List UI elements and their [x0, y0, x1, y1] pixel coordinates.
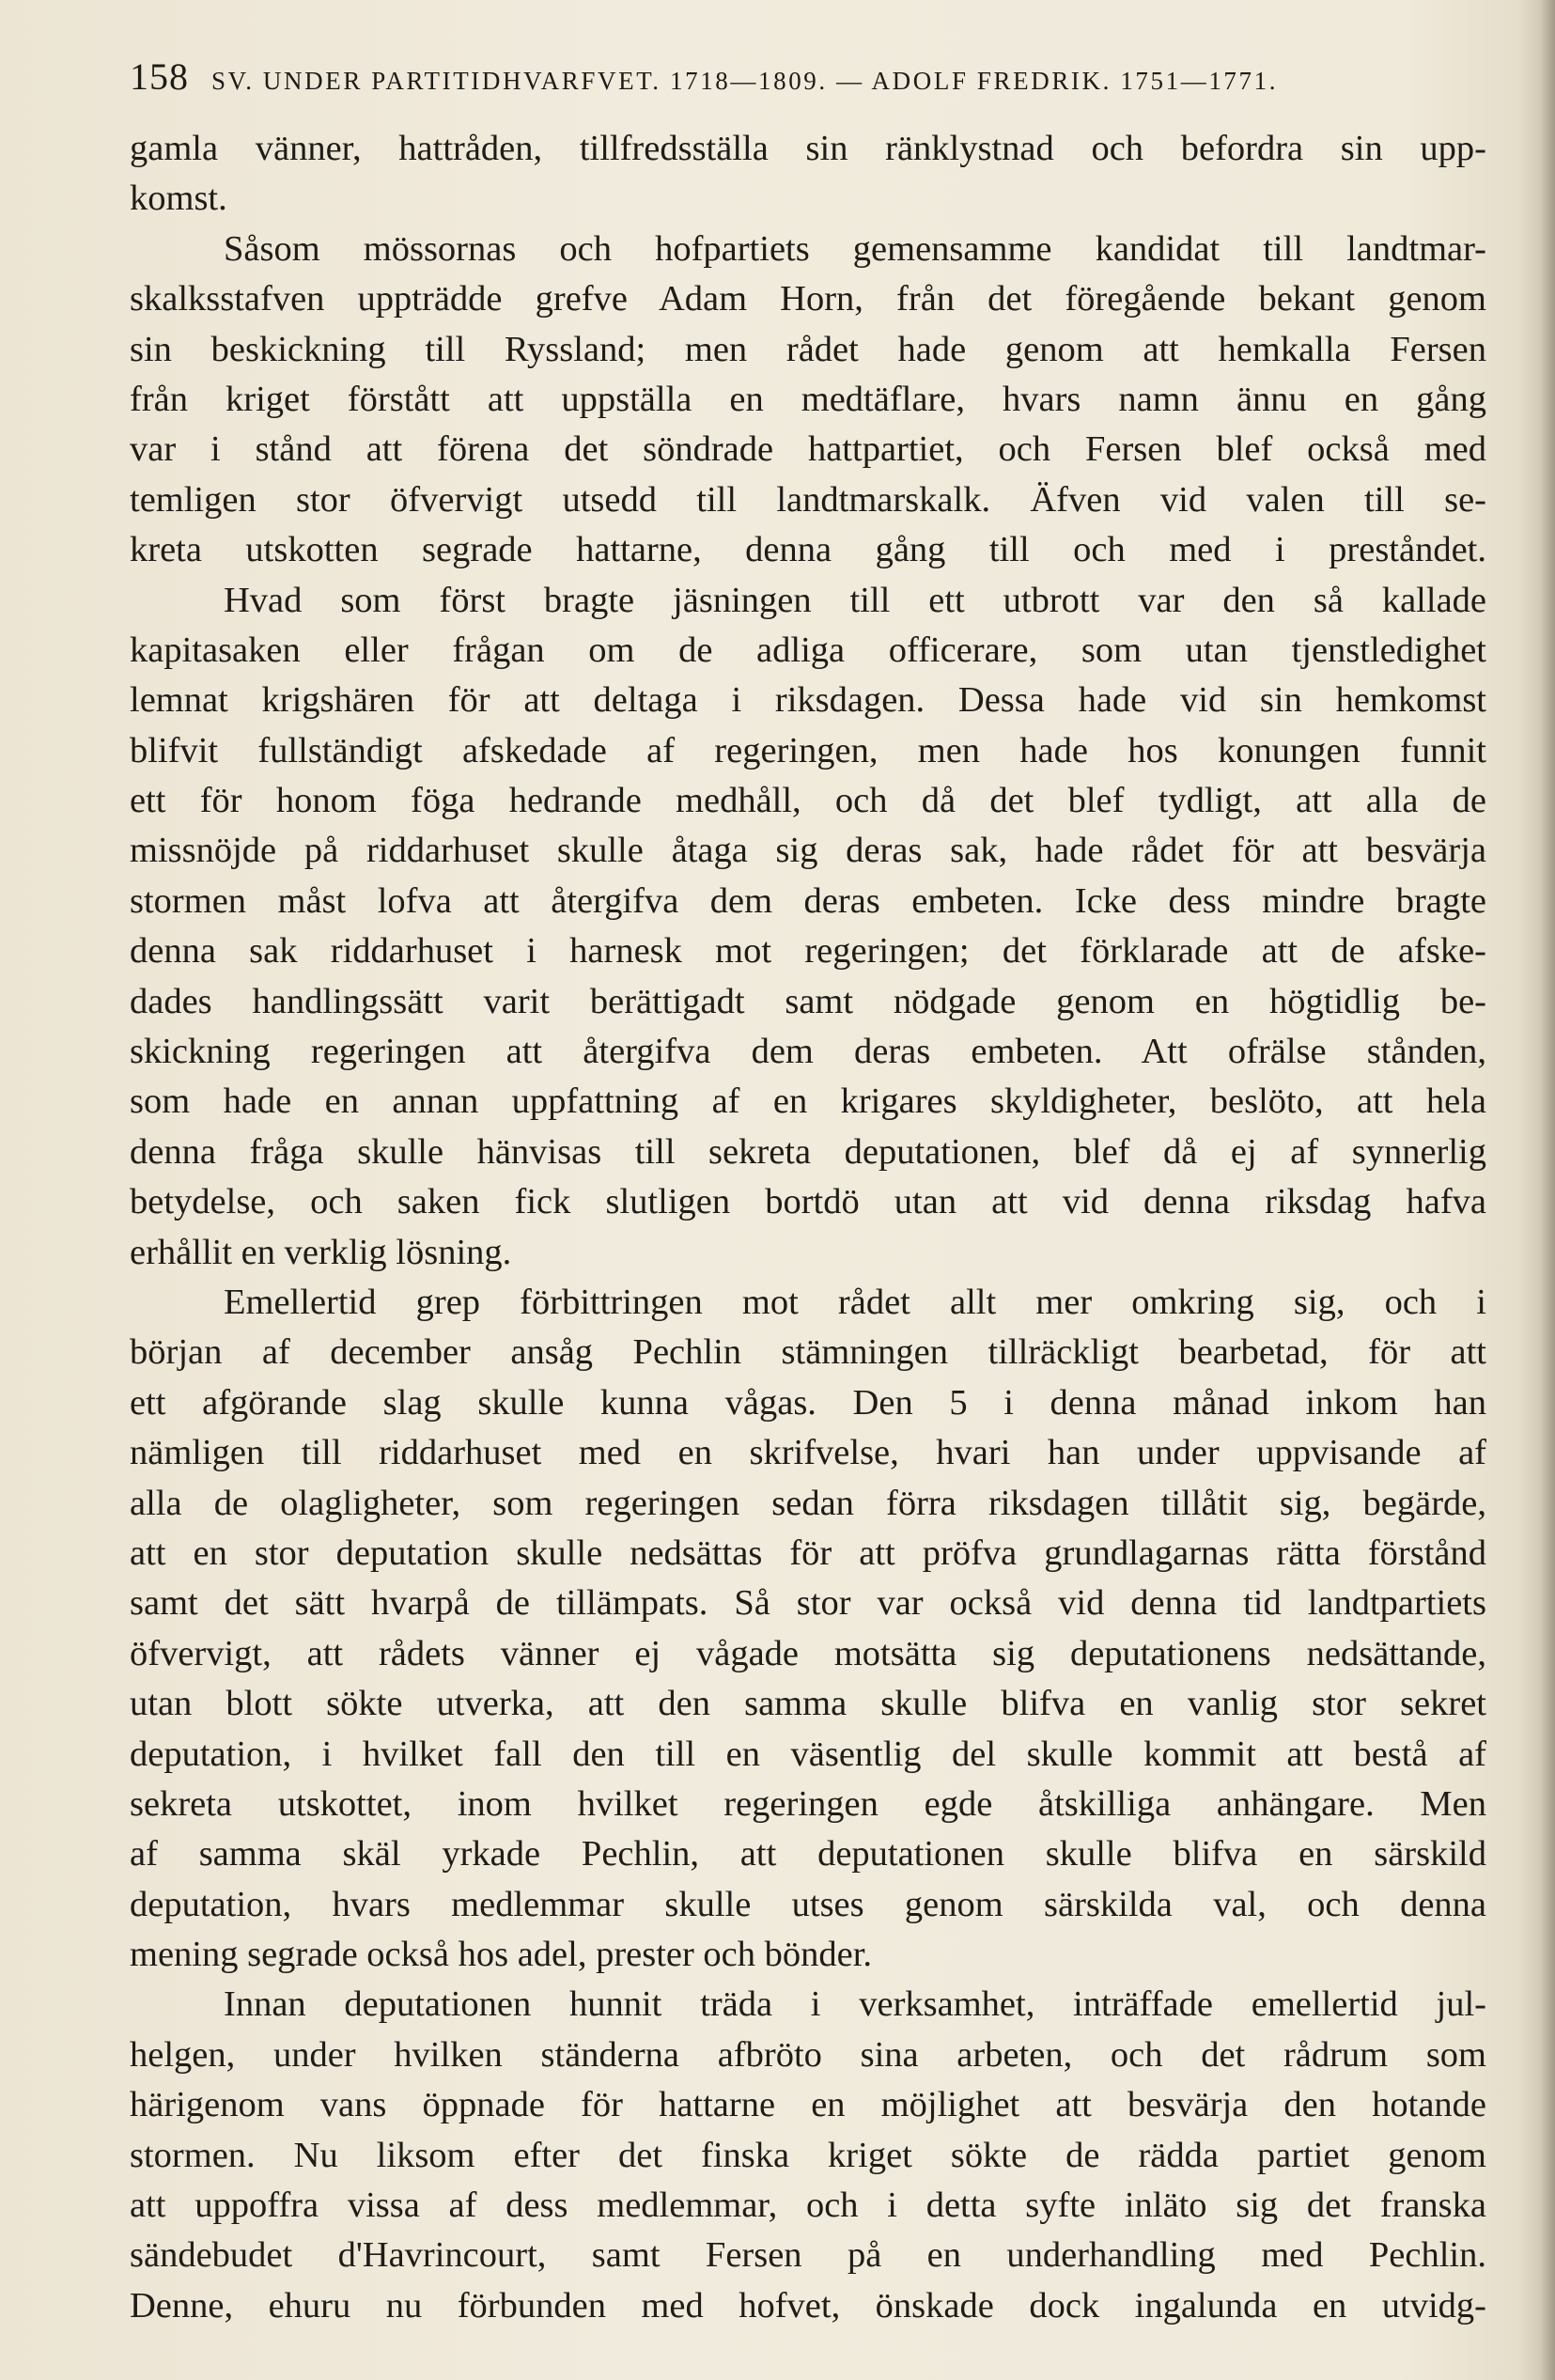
text-line: var i stånd att förena det söndrade hattpartiet, och Fersen blef också med: [130, 429, 1486, 470]
page-edge-shadow: [1517, 0, 1555, 2380]
text-line: stormen måst lofva att återgifva dem deras embeten. Icke dess mindre bragte: [130, 880, 1486, 921]
text-line: samt det sätt hvarpå de tillämpats. Så stor var också vid denna tid landtpartiets: [130, 1583, 1486, 1624]
text-line: öfvervigt, att rådets vänner ej vågade motsätta sig deputationens nedsättande,: [130, 1633, 1486, 1673]
text-line: sin beskickning till Ryssland; men rådet hade genom att hemkalla Fersen: [130, 329, 1486, 369]
text-line: ett för honom föga hedrande medhåll, och då det blef tydligt, att alla de: [130, 781, 1486, 821]
text-line: dades handlingssätt varit berättigadt samt nödgade genom en högtidlig be-: [130, 981, 1486, 1021]
text-line: kreta utskotten segrade hattarne, denna gång till och med i preståndet.: [130, 530, 1486, 570]
page-number: 158: [130, 55, 189, 98]
text-line: betydelse, och saken fick slutligen bortdö utan att vid denna riksdag hafva: [130, 1182, 1486, 1222]
text-line: blifvit fullständigt afskedade af regeringen, men hade hos konungen funnit: [130, 730, 1486, 770]
text-line: nämligen till riddarhuset med en skrifvelse, hvari han under uppvisande af: [130, 1433, 1486, 1473]
text-line: att uppoffra vissa af dess medlemmar, och i detta syfte inläto sig det franska: [130, 2186, 1486, 2226]
text-line: denna sak riddarhuset i harnesk mot regeringen; det förklarade att de afske-: [130, 931, 1486, 972]
text-line: skickning regeringen att återgifva dem deras embeten. Att ofrälse stånden,: [130, 1032, 1486, 1072]
text-line: stormen. Nu liksom efter det finska kriget sökte de rädda partiet genom: [130, 2135, 1486, 2175]
text-line: Hvad som först bragte jäsningen till ett utbrott var den så kallade: [224, 580, 1486, 620]
text-line: att en stor deputation skulle nedsättas för att pröfva grundlagarnas rätta förstånd: [130, 1532, 1486, 1573]
text-line: alla de olagligheter, som regeringen sedan förra riksdagen tillåtit sig, begärde,: [130, 1483, 1486, 1523]
text-line: lemnat krigshären för att deltaga i riksdagen. Dessa hade vid sin hemkomst: [130, 680, 1486, 721]
text-line: deputation, i hvilket fall den till en väsentlig del skulle kommit att bestå af: [130, 1734, 1486, 1774]
text-line: gamla vänner, hattråden, tillfredsställa sin ränklystnad och befordra sin upp-: [130, 129, 1486, 168]
text-line: missnöjde på riddarhuset skulle åtaga sig deras sak, hade rådet för att besvärja: [130, 831, 1486, 871]
text-line: kapitasaken eller frågan om de adliga officerare, som utan tjenstledighet: [130, 630, 1486, 670]
page-header: [130, 54, 1492, 101]
text-line: sändebudet d'Havrincourt, samt Fersen på en underhandling med Pechlin.: [130, 2235, 1486, 2276]
text-line: Denne, ehuru nu förbunden med hofvet, önskade dock ingalunda en utvidg-: [130, 2285, 1486, 2326]
text-line: från kriget förstått att uppställa en medtäflare, hvars namn ännu en gång: [130, 379, 1486, 419]
text-line: erhållit en verklig lösning.: [130, 1232, 512, 1272]
text-line: sekreta utskottet, inom hvilket regeringen egde åtskilliga anhängare. Men: [130, 1783, 1486, 1824]
text-line: Emellertid grep förbittringen mot rådet allt mer omkring sig, och i: [224, 1282, 1486, 1322]
text-line: temligen stor öfvervigt utsedd till landtmarskalk. Äfven vid valen till se-: [130, 479, 1486, 520]
text-line: deputation, hvars medlemmar skulle utses genom särskilda val, och denna: [130, 1884, 1486, 1924]
text-line: af samma skäl yrkade Pechlin, att deputationen skulle blifva en särskild: [130, 1834, 1486, 1874]
text-line: helgen, under hvilken ständerna afbröto sina arbeten, och det rådrum som: [130, 2034, 1486, 2075]
running-title: SV. UNDER PARTITIDHVARFVET. 1718—1809. — ADOLF FREDRIK. 1751—1771.: [211, 67, 1279, 95]
text-line: komst.: [130, 179, 227, 219]
text-line: som hade en annan uppfattning af en krigares skyldigheter, beslöto, att hela: [130, 1081, 1486, 1122]
text-line: skalksstafven uppträdde grefve Adam Horn, från det föregående bekant genom: [130, 279, 1486, 319]
text-line: utan blott sökte utverka, att den samma skulle blifva en vanlig stor sekret: [130, 1684, 1486, 1724]
text-line: början af december ansåg Pechlin stämningen tillräckligt bearbetad, för att: [130, 1332, 1486, 1373]
body-text: [130, 124, 1486, 2331]
text-line: ett afgörande slag skulle kunna vågas. Den 5 i denna månad inkom han: [130, 1382, 1486, 1423]
text-line: Innan deputationen hunnit träda i verksamhet, inträffade emellertid jul-: [224, 1984, 1486, 2025]
text-line: denna fråga skulle hänvisas till sekreta deputationen, blef då ej af synnerlig: [130, 1131, 1486, 1172]
text-line: mening segrade också hos adel, prester och bönder.: [130, 1935, 873, 1975]
text-line: Såsom mössornas och hofpartiets gemensamme kandidat till landtmar-: [224, 228, 1486, 269]
text-line: härigenom vans öppnade för hattarne en möjlighet att besvärja den hotande: [130, 2085, 1486, 2125]
